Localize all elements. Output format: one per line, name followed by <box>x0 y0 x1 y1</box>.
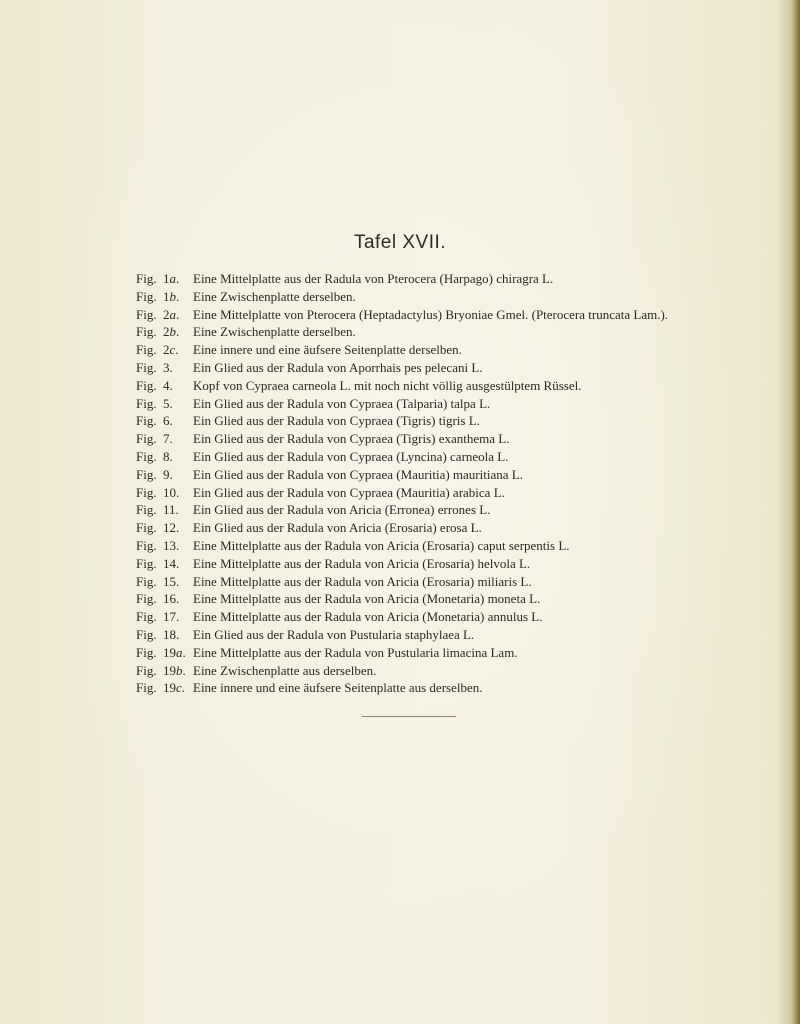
fig-number: 17. <box>163 609 180 625</box>
fig-label: Fig. <box>136 591 157 607</box>
figure-entry <box>136 484 668 502</box>
fig-label: Fig. <box>136 484 157 500</box>
fig-description: Ein Glied aus der Radula von Aporrhais pes pelecani L. <box>193 359 483 375</box>
fig-description: Eine Mittelplatte aus der Radula von Aricia (Erosaria) caput serpentis L. <box>193 537 570 553</box>
figure-entry <box>136 359 668 377</box>
fig-label: Fig. <box>136 359 157 375</box>
fig-description: Eine Zwischenplatte aus derselben. <box>193 662 377 678</box>
fig-description: Ein Glied aus der Radula von Aricia (Erosaria) erosa L. <box>193 520 482 536</box>
fig-label: Fig. <box>136 573 157 589</box>
fig-description: Eine Mittelplatte aus der Radula von Aricia (Erosaria) helvola L. <box>193 555 531 571</box>
figure-entry <box>136 679 668 697</box>
figure-caption-list <box>136 270 668 697</box>
fig-number: 12. <box>163 520 180 536</box>
figure-entry <box>136 626 668 644</box>
figure-entry <box>136 466 668 484</box>
fig-label: Fig. <box>136 324 157 340</box>
fig-label: Fig. <box>136 413 157 429</box>
figure-entry <box>136 377 668 395</box>
fig-label: Fig. <box>136 448 157 464</box>
fig-description: Eine Mittelplatte aus der Radula von Aricia (Erosaria) miliaris L. <box>193 573 532 589</box>
fig-description: Eine Mittelplatte von Pterocera (Heptadactylus) Bryoniae Gmel. (Pterocera truncata Lam.). <box>193 306 669 322</box>
fig-number: 2b. <box>163 324 180 340</box>
fig-label: Fig. <box>136 466 157 482</box>
fig-number: 7. <box>163 431 173 447</box>
fig-description: Eine innere und eine äufsere Seitenplatte derselben. <box>193 342 462 358</box>
fig-label: Fig. <box>136 306 157 322</box>
fig-number: 1b. <box>163 288 180 304</box>
figure-entry <box>136 323 668 341</box>
fig-description: Ein Glied aus der Radula von Cypraea (Tigris) tigris L. <box>193 413 480 429</box>
plate-title: Tafel XVII. <box>353 232 447 253</box>
fig-description: Eine Mittelplatte aus der Radula von Aricia (Monetaria) annulus L. <box>193 609 543 625</box>
fig-number: 8. <box>163 448 173 464</box>
figure-entry <box>136 341 668 359</box>
fig-label: Fig. <box>136 377 157 393</box>
fig-number: 9. <box>163 466 173 482</box>
fig-number: 13. <box>163 537 180 553</box>
fig-number: 5. <box>163 395 173 411</box>
page-spine-edge <box>786 0 800 1024</box>
fig-label: Fig. <box>136 555 157 571</box>
fig-description: Ein Glied aus der Radula von Cypraea (Mauritia) mauritiana L. <box>193 466 523 482</box>
fig-label: Fig. <box>136 431 157 447</box>
fig-description: Kopf von Cypraea carneola L. mit noch nicht völlig ausgestülptem Rüssel. <box>193 377 582 393</box>
figure-entry <box>136 288 668 306</box>
fig-number: 6. <box>163 413 173 429</box>
fig-description: Eine innere und eine äufsere Seitenplatte aus derselben. <box>193 680 483 696</box>
fig-number: 2a. <box>163 306 180 322</box>
figure-entry <box>136 519 668 537</box>
fig-description: Ein Glied aus der Radula von Cypraea (Tigris) exanthema L. <box>193 431 510 447</box>
fig-description: Ein Glied aus der Radula von Cypraea (Mauritia) arabica L. <box>193 484 505 500</box>
fig-description: Eine Zwischenplatte derselben. <box>193 324 356 340</box>
figure-entry <box>136 430 668 448</box>
fig-label: Fig. <box>136 288 157 304</box>
fig-label: Fig. <box>136 626 157 642</box>
figure-entry <box>136 644 668 662</box>
figure-entry <box>136 306 668 324</box>
fig-description: Ein Glied aus der Radula von Pustularia staphylaea L. <box>193 626 475 642</box>
figure-entry <box>136 573 668 591</box>
fig-description: Ein Glied aus der Radula von Cypraea (Lyncina) carneola L. <box>193 448 509 464</box>
fig-number: 4. <box>163 377 173 393</box>
fig-label: Fig. <box>136 502 157 518</box>
fig-number: 15. <box>163 573 180 589</box>
fig-number: 11. <box>163 502 179 518</box>
fig-number: 2c. <box>163 342 179 358</box>
fig-number: 16. <box>163 591 180 607</box>
fig-number: 19a. <box>163 644 186 660</box>
figure-entry <box>136 270 668 288</box>
fig-label: Fig. <box>136 680 157 696</box>
fig-description: Ein Glied aus der Radula von Aricia (Erronea) errones L. <box>193 502 491 518</box>
fig-description: Eine Mittelplatte aus der Radula von Pustularia limacina Lam. <box>193 644 518 660</box>
fig-number: 10. <box>163 484 180 500</box>
figure-entry <box>136 501 668 519</box>
figure-entry <box>136 590 668 608</box>
figure-entry <box>136 412 668 430</box>
fig-number: 19c. <box>163 680 186 696</box>
fig-number: 1a. <box>163 271 180 286</box>
fig-label: Fig. <box>136 609 157 625</box>
fig-description: Eine Zwischenplatte derselben. <box>193 288 356 304</box>
figure-entry <box>136 608 668 626</box>
fig-label: Fig. <box>136 537 157 553</box>
figure-entry <box>136 537 668 555</box>
fig-number: 19b. <box>163 662 186 678</box>
figure-entry <box>136 555 668 573</box>
fig-description: Eine Mittelplatte aus der Radula von Aricia (Monetaria) moneta L. <box>193 591 541 607</box>
fig-label: Fig. <box>136 644 157 660</box>
figure-entry <box>136 448 668 466</box>
fig-label: Fig. <box>136 271 157 286</box>
page-spine-shadow <box>776 0 786 1024</box>
fig-label: Fig. <box>136 520 157 536</box>
figure-entry <box>136 662 668 680</box>
fig-description: Ein Glied aus der Radula von Cypraea (Talparia) talpa L. <box>193 395 491 411</box>
fig-description: Eine Mittelplatte aus der Radula von Pterocera (Harpago) chiragra L. <box>193 271 554 286</box>
closing-rule <box>362 716 456 717</box>
fig-label: Fig. <box>136 662 157 678</box>
fig-number: 18. <box>163 626 180 642</box>
fig-label: Fig. <box>136 395 157 411</box>
fig-number: 3. <box>163 359 173 375</box>
fig-number: 14. <box>163 555 180 571</box>
fig-label: Fig. <box>136 342 157 358</box>
figure-entry <box>136 395 668 413</box>
